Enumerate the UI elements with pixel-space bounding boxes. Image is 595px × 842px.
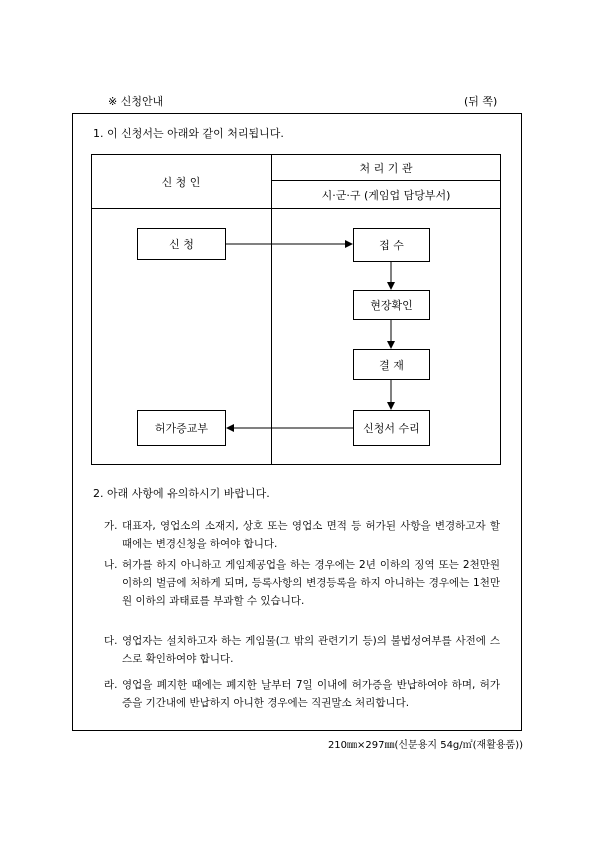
notice-marker: 라. <box>104 679 118 691</box>
page-side-label: (뒤 쪽) <box>464 95 498 108</box>
notice-text: 대표자, 영업소의 소재지, 상호 또는 영업소 면적 등 허가된 사항을 변경하고자 할 때에는 변경신청을 하여야 합니다. <box>122 520 500 550</box>
guide-heading: ※ 신청안내 <box>108 95 164 108</box>
step-accept-label: 신청서 수리 <box>363 422 420 435</box>
notice-text: 영업을 폐지한 때에는 폐지한 날부터 7일 이내에 허가증을 반납하여야 하며, 허가증을 기간내에 반납하지 아니한 경우에는 직권말소 처리합니다. <box>122 679 500 709</box>
step-apply-label: 신 청 <box>169 238 194 251</box>
applicant-column-header: 신 청 인 <box>161 176 201 189</box>
step-approve-label: 결 재 <box>379 358 404 372</box>
step-verify-label: 현장확인 <box>370 299 413 312</box>
notice-text: 허가를 하지 아니하고 게임제공업을 하는 경우에는 2년 이하의 징역 또는 2천만원 이하의 벌금에 처하게 되며, 등록사항의 변경등록을 하지 아니하는 경우에는 1천만원 이하의 과태료를 부과할 수 있습니다. <box>122 559 500 607</box>
notice-text: 영업자는 설치하고자 하는 게임물(그 밖의 관련기기 등)의 불법성여부를 사전에 스스로 확인하여야 합니다. <box>122 635 500 665</box>
step-receive-label: 접 수 <box>379 239 404 252</box>
step-issue-label: 허가증교부 <box>154 422 209 435</box>
processing-column-header: 처 리 기 관 <box>359 162 413 175</box>
notice-item <box>104 632 500 668</box>
paper-spec-footer: 210㎜×297㎜(신문용지 54g/㎡(재활용품)) <box>327 740 523 751</box>
notice-item <box>104 556 500 610</box>
notice-marker: 다. <box>104 635 118 647</box>
section2-title: 2. 아래 사항에 유의하시기 바랍니다. <box>93 487 270 500</box>
notice-marker: 나. <box>104 559 118 571</box>
notice-item <box>104 517 500 553</box>
notice-marker: 가. <box>104 520 118 532</box>
processing-column-subheader: 시·군·구 (게임업 담당부서) <box>321 189 451 202</box>
notice-item <box>104 676 500 712</box>
section1-title: 1. 이 신청서는 아래와 같이 처리됩니다. <box>93 127 284 140</box>
